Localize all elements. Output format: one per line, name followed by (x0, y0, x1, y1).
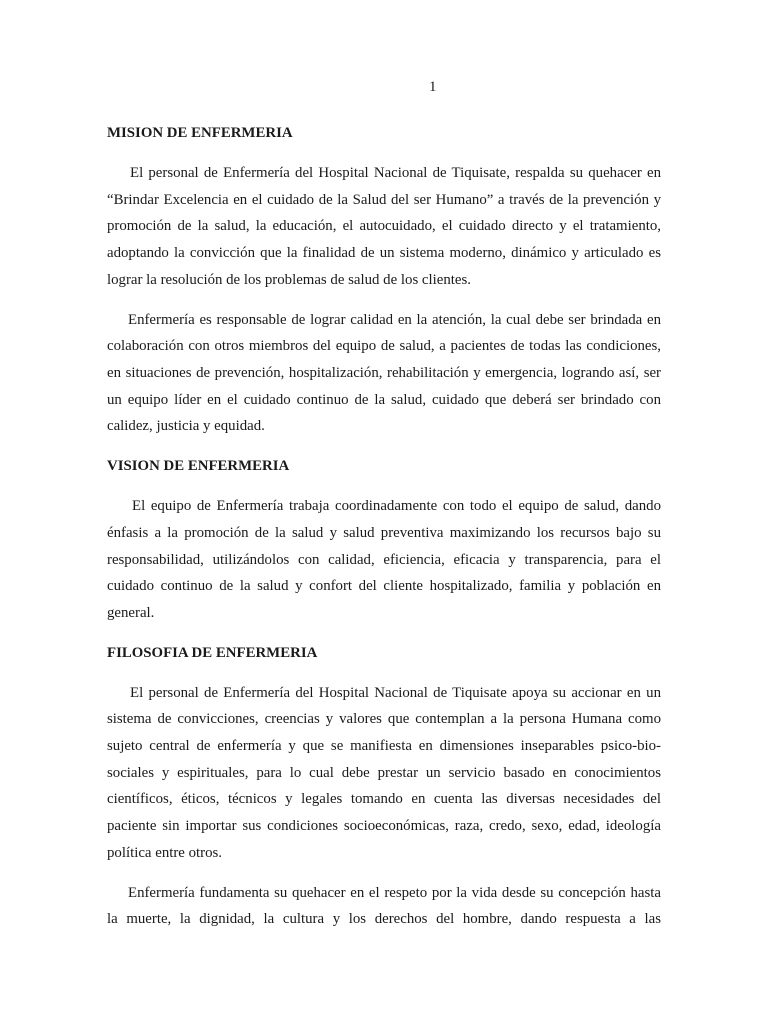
paragraph-line: en situaciones de prevención, hospitalización, rehabilitación y emergencia, logrando así, ser (107, 364, 661, 381)
paragraph-line: política entre otros. (107, 844, 223, 861)
paragraph (107, 880, 661, 933)
paragraph-line: “Brindar Excelencia en el cuidado de la Salud del ser Humano” a través de la prevención y (107, 191, 661, 208)
section-filosofia (107, 640, 661, 933)
paragraph-line: responsabilidad, utilizándolos con calidad, eficiencia, eficacia y transparencia, para el (107, 551, 661, 568)
paragraph-line: El personal de Enfermería del Hospital Nacional de Tiquisate apoya su accionar en un (130, 684, 661, 701)
paragraph (107, 680, 661, 867)
document-body (107, 120, 661, 946)
section-heading: VISION DE ENFERMERIA (107, 458, 290, 475)
paragraph-line: sistema de convicciones, creencias y valores que contemplan a la persona Humana como (107, 711, 661, 728)
paragraph-line: adoptando la convicción que la finalidad de un sistema moderno, dinámico y articulado es (107, 244, 661, 261)
paragraph-line: un equipo líder en el cuidado continuo de la salud, cuidado que deberá ser brindado con (107, 391, 661, 408)
paragraph-line: general. (107, 604, 155, 621)
section-heading: MISION DE ENFERMERIA (107, 125, 293, 141)
paragraph-line: calidez, justicia y equidad. (107, 418, 265, 435)
paragraph-line: El equipo de Enfermería trabaja coordinadamente con todo el equipo de salud, dando (132, 498, 661, 515)
paragraph-line: énfasis a la promoción de la salud y salud preventiva maximizando los recursos bajo su (107, 524, 661, 541)
paragraph-line: científicos, éticos, técnicos y legales tomando en cuenta las diversas necesidades del (107, 791, 661, 808)
paragraph-line: promoción de la salud, la educación, el autocuidado, el cuidado directo y el tratamiento, (107, 218, 661, 235)
section-heading: FILOSOFIA DE ENFERMERIA (107, 644, 318, 661)
paragraph-line: El personal de Enfermería del Hospital Nacional de Tiquisate, respalda su quehacer en (130, 164, 661, 181)
paragraph-line: lograr la resolución de los problemas de salud de los clientes. (107, 271, 471, 288)
paragraph-line: colaboración con otros miembros del equipo de salud, a pacientes de todas las condiciones, (107, 338, 661, 355)
section-vision (107, 453, 661, 626)
paragraph (107, 160, 661, 293)
section-mision (107, 120, 661, 440)
paragraph (107, 493, 661, 626)
paragraph-line: Enfermería fundamenta su quehacer en el respeto por la vida desde su concepción hasta (128, 884, 661, 901)
paragraph-line: Enfermería es responsable de lograr calidad en la atención, la cual debe ser brindada en (128, 311, 661, 328)
page-number: 1 (429, 79, 437, 95)
paragraph-line: la muerte, la dignidad, la cultura y los derechos del hombre, dando respuesta a las (107, 911, 661, 928)
paragraph-line: paciente sin importar sus condiciones socioeconómicas, raza, credo, sexo, edad, ideología (107, 818, 661, 835)
paragraph-line: sociales y espirituales, para lo cual debe prestar un servicio basado en conocimientos (107, 764, 661, 781)
paragraph (107, 307, 661, 440)
paragraph-line: sujeto central de enfermería y que se manifiesta en dimensiones inseparables psico-bio- (107, 738, 661, 755)
paragraph-line: cuidado continuo de la salud y confort del cliente hospitalizado, familia y población en (107, 578, 661, 595)
